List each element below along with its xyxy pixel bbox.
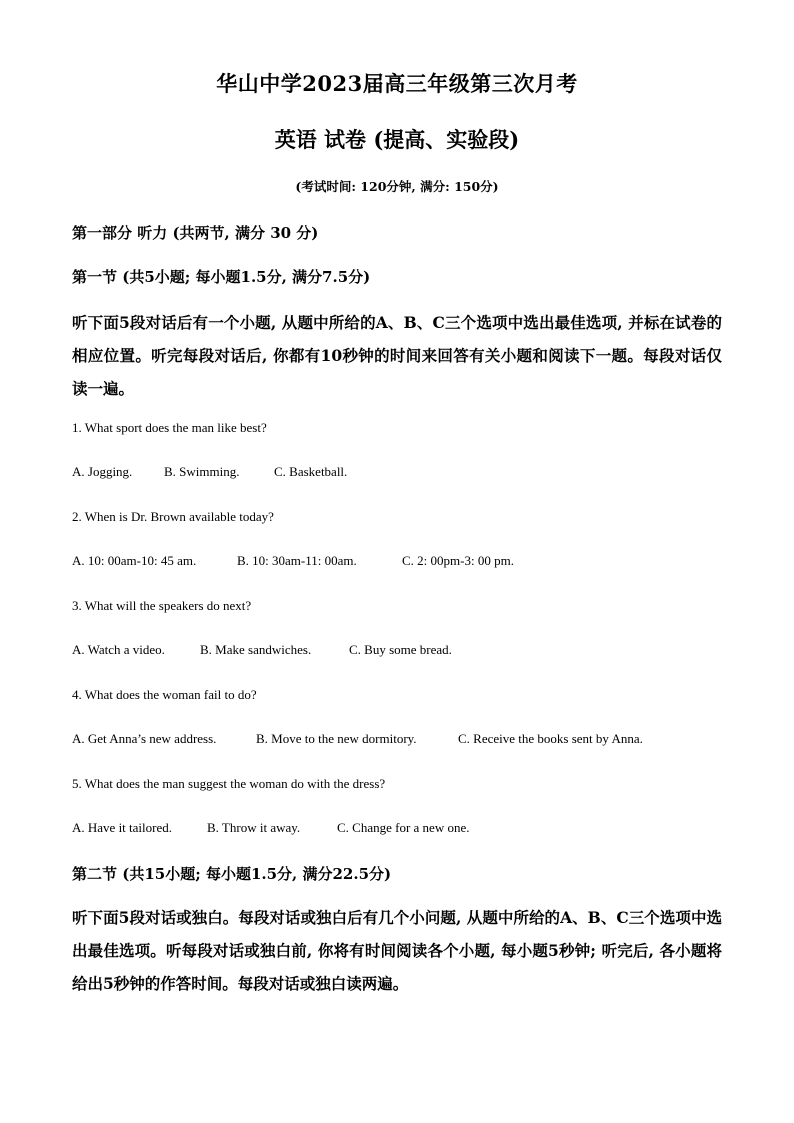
option-b: B. Make sandwiches. <box>200 642 312 657</box>
section1-instructions: 听下面5段对话后有一个小题, 从题中所给的A、B、C三个选项中选出最佳选项, 并标在试卷的相应位置。听完每段对话后, 你都有10秒钟的时间来回答有关小题和阅读下一题。每段对话仅读一遍。 <box>72 313 722 398</box>
option-a: A. Have it tailored. <box>72 820 172 835</box>
question-1-stem: 1. What sport does the man like best? <box>72 420 267 435</box>
section2-instructions: 听下面5段对话或独白。每段对话或独白后有几个小问题, 从题中所给的A、B、C三个选项中选出最佳选项。听每段对话或独白前, 你将有时间阅读各个小题, 每小题5秒钟; 听完后, 各小题将给出5秒钟的作答时间。每段对话或独白读两遍。 <box>72 908 722 993</box>
exam-title: 华山中学2023届高三年级第三次月考 <box>216 71 578 96</box>
part1-heading: 第一部分 听力 (共两节, 满分 30 分) <box>72 224 319 242</box>
option-b: B. Move to the new dormitory. <box>256 731 417 746</box>
section2-heading: 第二节 (共15小题; 每小题1.5分, 满分22.5分) <box>72 865 392 883</box>
question-5-options <box>72 820 470 836</box>
option-a: A. Watch a video. <box>72 642 165 657</box>
section1-heading: 第一节 (共5小题; 每小题1.5分, 满分7.5分) <box>72 268 371 286</box>
question-2-options <box>72 553 514 569</box>
option-b: B. 10: 30am-11: 00am. <box>237 553 357 568</box>
question-5-stem: 5. What does the man suggest the woman do with the dress? <box>72 776 386 791</box>
option-b: B. Swimming. <box>164 464 240 479</box>
question-2-stem: 2. When is Dr. Brown available today? <box>72 509 274 524</box>
question-1-options <box>72 464 347 480</box>
option-c: C. Buy some bread. <box>349 642 452 657</box>
question-3-stem: 3. What will the speakers do next? <box>72 598 252 613</box>
option-c: C. Basketball. <box>274 464 348 479</box>
question-4-stem: 4. What does the woman fail to do? <box>72 687 257 702</box>
question-3-options <box>72 642 452 658</box>
exam-subject: 英语 试卷 (提高、实验段) <box>274 127 520 152</box>
option-c: C. 2: 00pm-3: 00 pm. <box>402 553 514 568</box>
option-c: C. Receive the books sent by Anna. <box>458 731 643 746</box>
exam-info: (考试时间: 120分钟, 满分: 150分) <box>295 179 499 194</box>
option-a: A. 10: 00am-10: 45 am. <box>72 553 197 568</box>
option-c: C. Change for a new one. <box>337 820 470 835</box>
question-4-options <box>72 731 643 747</box>
option-a: A. Get Anna’s new address. <box>72 731 217 746</box>
option-b: B. Throw it away. <box>207 820 301 835</box>
option-a: A. Jogging. <box>72 464 133 479</box>
